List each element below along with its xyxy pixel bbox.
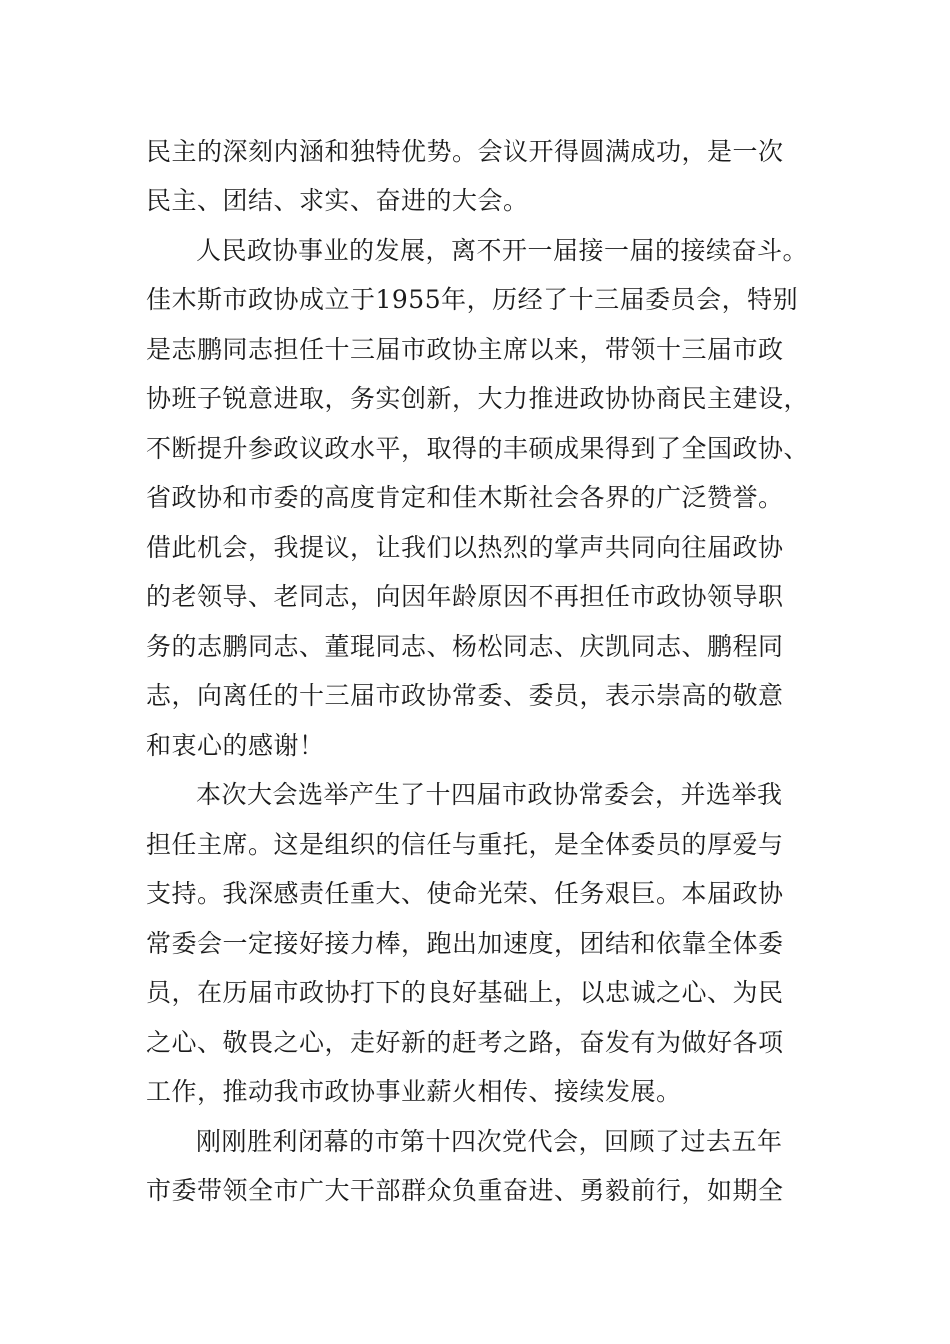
- text-line: 不断提升参政议政水平，取得的丰硕成果得到了全国政协、: [146, 434, 810, 463]
- text-line: 员，在历届市政协打下的良好基础上，以忠诚之心、为民: [146, 978, 784, 1007]
- text-line: 和衷心的感谢！: [146, 731, 325, 760]
- text-line: 的老领导、老同志，向因年龄原因不再担任市政协领导职: [146, 582, 784, 611]
- text-line: 省政协和市委的高度肯定和佳木斯社会各界的广泛赞誉。: [146, 483, 784, 512]
- text-line: 之心、敬畏之心，走好新的赶考之路，奋发有为做好各项: [146, 1028, 784, 1057]
- text-line: 支持。我深感责任重大、使命光荣、任务艰巨。本届政协: [146, 879, 784, 908]
- text-line: 志，向离任的十三届市政协常委、委员，表示崇高的敬意: [146, 681, 784, 710]
- text-line: 担任主席。这是组织的信任与重托，是全体委员的厚爱与: [146, 830, 784, 859]
- paragraph-start-line: 刚刚胜利闭幕的市第十四次党代会，回顾了过去五年: [196, 1127, 783, 1156]
- text-line: 市委带领全市广大干部群众负重奋进、勇毅前行，如期全: [146, 1176, 784, 1205]
- text-line: 民主、团结、求实、奋进的大会。: [146, 186, 529, 215]
- text-line: 协班子锐意进取，务实创新，大力推进政协协商民主建设，: [146, 384, 810, 413]
- text-line: 是志鹏同志担任十三届市政协主席以来，带领十三届市政: [146, 335, 784, 364]
- paragraph-start-line: 人民政协事业的发展，离不开一届接一届的接续奋斗。: [196, 236, 809, 265]
- text-line: 佳木斯市政协成立于1955年，历经了十三届委员会，特别: [146, 285, 799, 314]
- paragraph-start-line: 本次大会选举产生了十四届市政协常委会，并选举我: [196, 780, 783, 809]
- text-line: 民主的深刻内涵和独特优势。会议开得圆满成功，是一次: [146, 137, 784, 166]
- text-line: 工作，推动我市政协事业薪火相传、接续发展。: [146, 1077, 682, 1106]
- text-line: 常委会一定接好接力棒，跑出加速度，团结和依靠全体委: [146, 929, 784, 958]
- text-line: 务的志鹏同志、董琨同志、杨松同志、庆凯同志、鹏程同: [146, 632, 784, 661]
- text-line: 借此机会，我提议，让我们以热烈的掌声共同向往届政协: [146, 533, 784, 562]
